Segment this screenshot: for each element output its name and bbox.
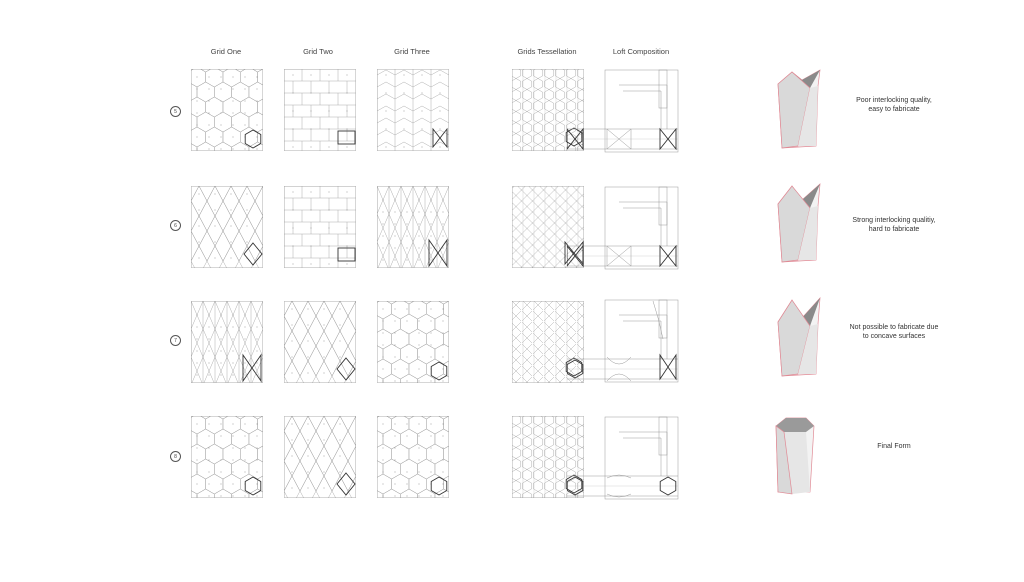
grid-one-panel [191,186,263,268]
row-note: Final Form [877,443,911,450]
grid-three-panel [377,301,449,383]
loft-composition [567,299,679,383]
grid-three-panel [377,186,449,268]
row-note: Not possible to fabricate due to concave surfaces [849,324,939,340]
vase-form [762,412,832,502]
header-grid-two: Grid Two [303,47,333,56]
grid-three-panel [377,69,449,151]
row-note: Strong interlocking qualitiy, hard to fabricate [852,217,936,233]
header-grids-tessellation: Grids Tessellation [517,47,577,56]
row-number-5: 5 [170,106,181,117]
grid-two-panel [284,416,356,498]
grid-one-panel [191,69,263,151]
grid-two-panel [284,186,356,268]
grid-one-panel [191,301,263,383]
header-grid-one: Grid One [210,47,242,56]
grid-one-panel [191,416,263,498]
header-loft-composition: Loft Composition [612,47,670,56]
row-number-8: 8 [170,451,181,462]
grid-two-panel [284,69,356,151]
loft-composition [567,69,679,153]
row-number-6: 6 [170,220,181,231]
loft-composition [567,186,679,270]
grid-two-panel [284,301,356,383]
vase-form [762,294,832,384]
row-note: Poor interlocking quality, easy to fabricate [856,97,932,113]
row-number-7: 7 [170,335,181,346]
header-grid-three: Grid Three [394,47,430,56]
grid-three-panel [377,416,449,498]
loft-composition [567,416,679,500]
vase-form [762,66,832,156]
vase-form [762,180,832,270]
